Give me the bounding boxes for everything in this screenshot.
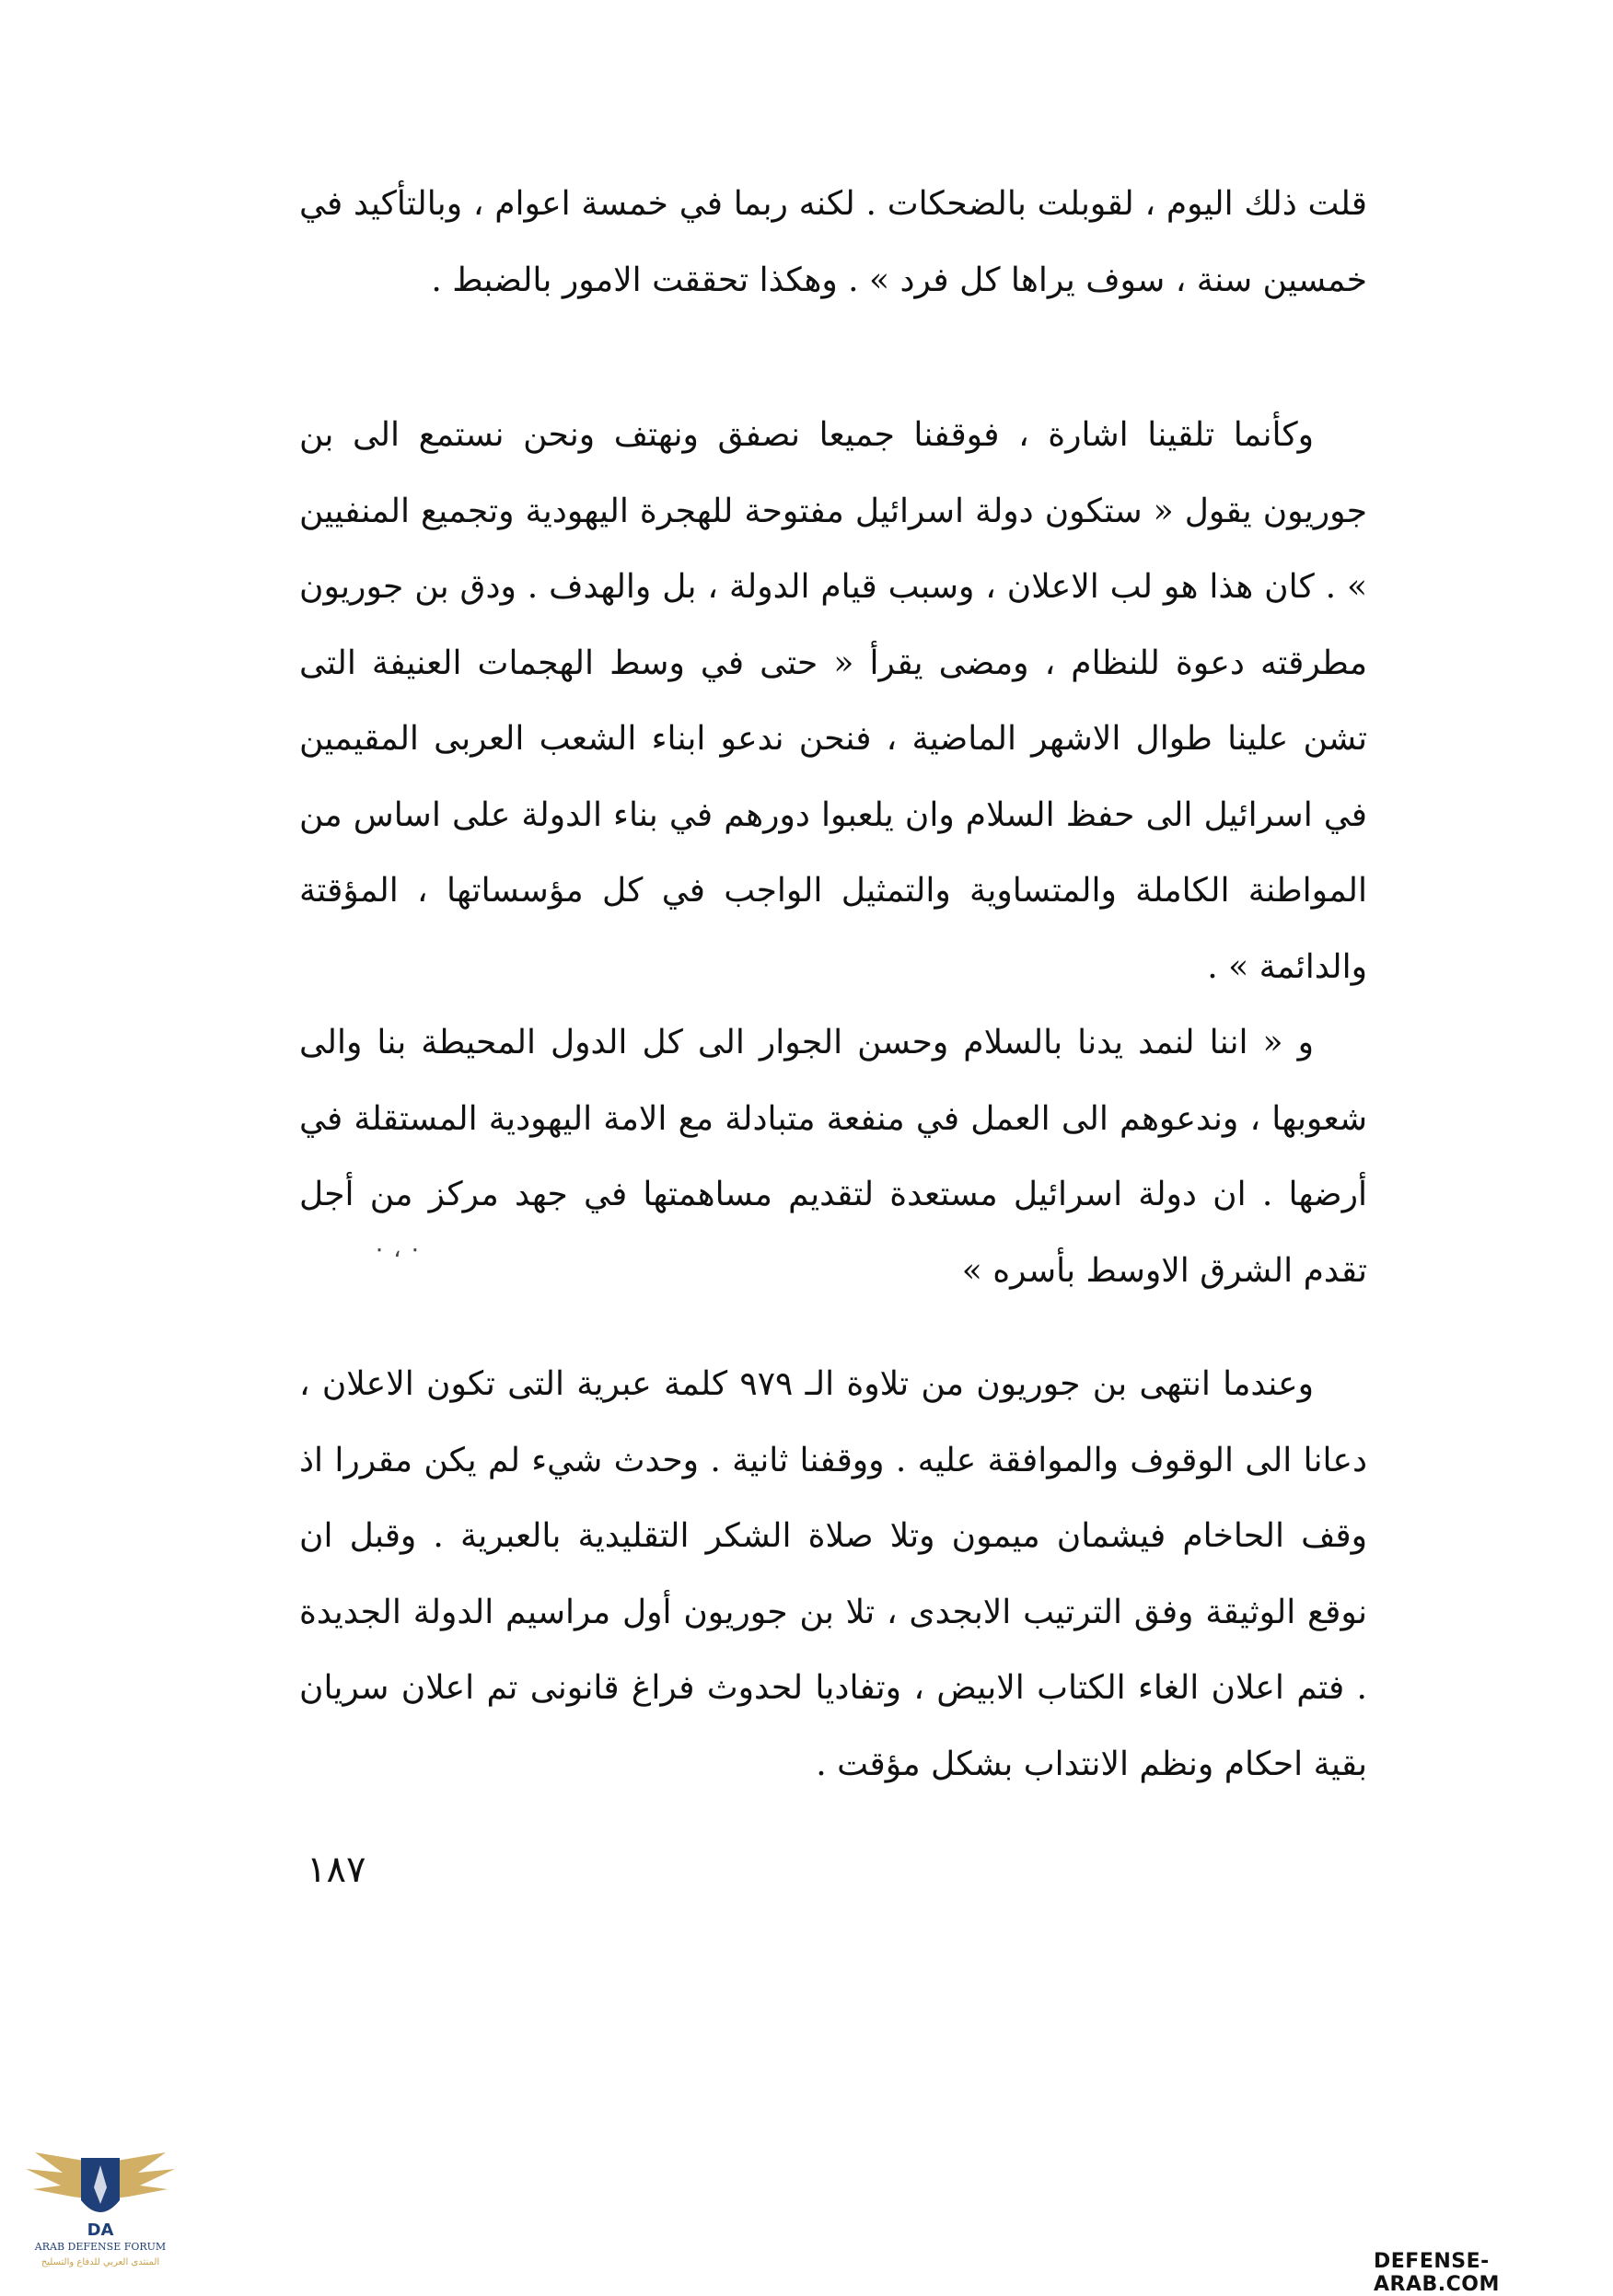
svg-text:ARAB DEFENSE FORUM: ARAB DEFENSE FORUM — [34, 2241, 167, 2253]
paragraph-text: و « اننا لنمد يدنا بالسلام وحسن الجوار الى كل الدول المحيطة بنا والى شعوبها ، وندعوهم الى العمل في منفعة متبادلة مع الامة اليهودية المستقلة في أرضها . ان دولة اسرائيل مستعدة لتقديم مساهمتها في جهد مركز من أجل تقدم الشرق الاوسط بأسره » — [299, 1024, 1367, 1290]
paragraph-text: وعندما انتهى بن جوريون من تلاوة الـ ٩٧٩ كلمة عبرية التى تكون الاعلان ، دعانا الى الوقوف والموافقة عليه . ووقفنا ثانية . وحدث شيء لم يكن مقررا اذ وقف الحاخام فيشمان ميمون وتلا صلاة الشكر التقليدية بالعبرية . وقبل ان نوقع الوثيقة وفق الترتيب الابجدى ، تلا بن جوريون أول مراسيم الدولة الجديدة . فتم اعلان الغاء الكتاب الابيض ، وتفاديا لحدوث فراغ قانونى تم اعلان سريان بقية احكام ونظم الانتداب بشكل مؤقت . — [299, 1365, 1367, 1783]
forum-logo-icon — [17, 2145, 184, 2274]
page-number: ١٨٧ — [307, 1849, 366, 1891]
paragraph-conclusion — [299, 1347, 1367, 1803]
paragraph-text: قلت ذلك اليوم ، لقوبلت بالضحكات . لكنه ربما في خمسة اعوام ، وبالتأكيد في خمسين سنة ، سوف يراها كل فرد » . وهكذا تحققت الامور بالضبط . — [299, 185, 1367, 299]
paragraph-signal — [299, 398, 1367, 1005]
site-watermark: DEFENSE-ARAB.COM — [1374, 2250, 1500, 2296]
paragraph-text: وكأنما تلقينا اشارة ، فوقفنا جميعا نصفق ونهتف ونحن نستمع الى بن جوريون يقول « ستكون دولة اسرائيل مفتوحة للهجرة اليهودية وتجميع المنفيين » . كان هذا هو لب الاعلان ، وسبب قيام الدولة ، بل والهدف . ودق بن جوريون مطرقته دعوة للنظام ، ومضى يقرأ « حتى في وسط الهجمات العنيفة التى تشن علينا طوال الاشهر الماضية ، فنحن ندعو ابناء الشعب العربى المقيمين في اسرائيل الى حفظ السلام وان يلعبوا دورهم في بناء الدولة على اساس من المواطنة الكاملة والمتساوية والتمثيل الواجب في كل مؤسساتها ، المؤقتة والدائمة » . — [299, 416, 1367, 986]
svg-text:DA: DA — [87, 2221, 114, 2240]
paragraph-continued — [299, 167, 1367, 319]
scan-artifact: ٠ ، ٠ — [373, 1235, 422, 1263]
paragraph-peace — [299, 1005, 1367, 1309]
svg-text:المنتدى العربي للدفاع والتسليح: المنتدى العربي للدفاع والتسليح — [41, 2257, 160, 2267]
